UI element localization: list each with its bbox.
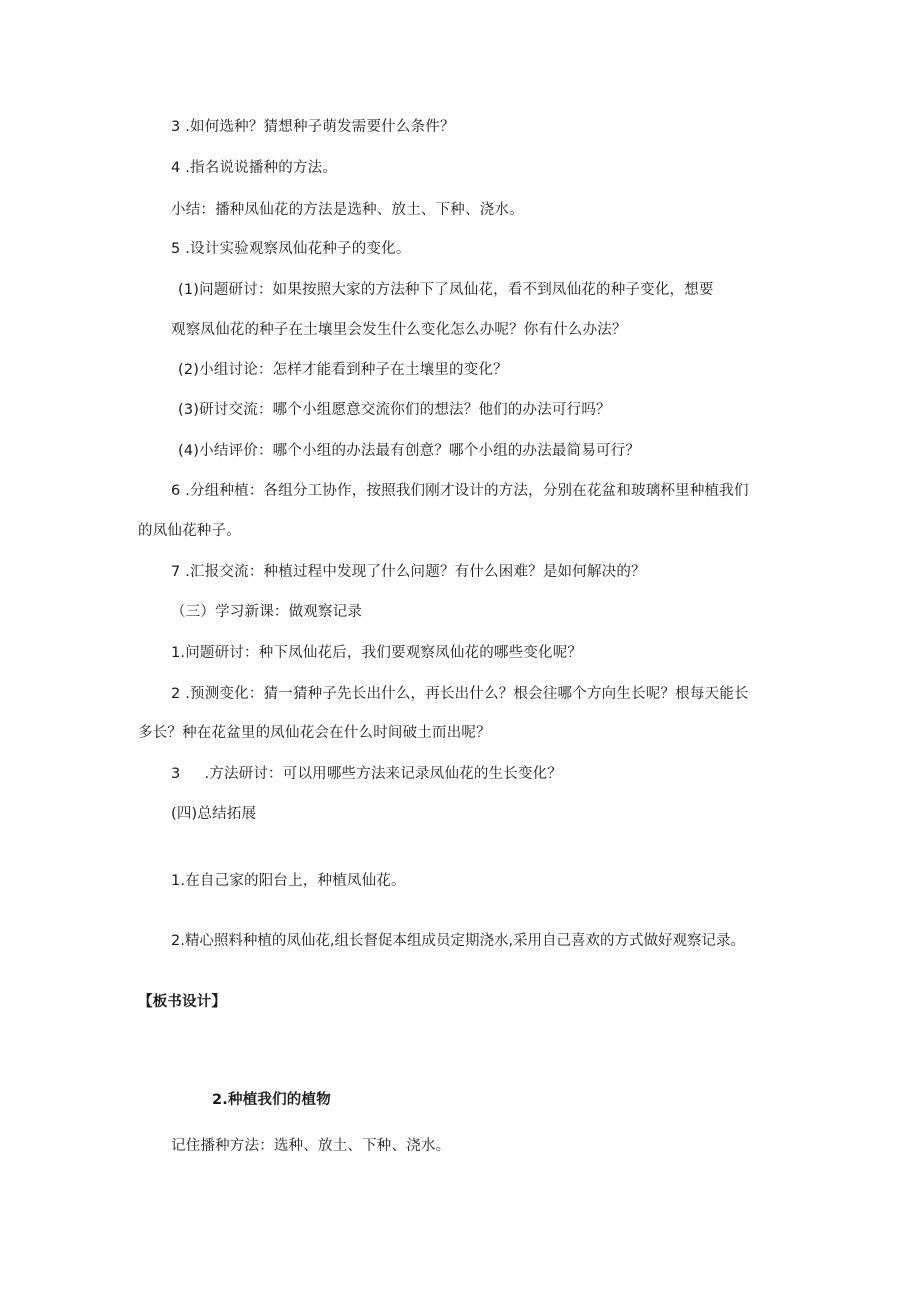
text-line: 小结：播种凤仙花的方法是选种、放土、下种、浇水。 bbox=[171, 202, 524, 218]
text-line: 7 .汇报交流：种植过程中发现了什么问题？有什么困难？是如何解决的？ bbox=[171, 564, 646, 580]
item-text: .方法研讨：可以用哪些方法来记录凤仙花的生长变化？ bbox=[204, 766, 563, 782]
board-design-heading: 【板书设计】 bbox=[138, 994, 227, 1010]
text-line: 2.精心照料种植的凤仙花,组长督促本组成员定期浇水,采用自己喜欢的方式做好观察记录。 bbox=[171, 933, 746, 949]
text-line: 多长？种在花盆里的凤仙花会在什么时间破土而出呢？ bbox=[138, 725, 491, 741]
text-line: 3 .如何选种？猜想种子萌发需要什么条件？ bbox=[171, 119, 455, 135]
text-line: 1.问题研讨：种下凤仙花后，我们要观察凤仙花的哪些变化呢？ bbox=[171, 645, 583, 661]
text-line: 观察凤仙花的种子在土壤里会发生什么变化怎么办呢？你有什么办法？ bbox=[171, 322, 627, 338]
text-line: 5 .设计实验观察凤仙花种子的变化。 bbox=[171, 241, 411, 257]
text-line bbox=[171, 764, 562, 784]
text-line: 1.在自己家的阳台上，种植凤仙花。 bbox=[171, 873, 406, 889]
text-line: 2 .预测变化：猜一猜种子先长出什么，再长出什么？根会往哪个方向生长呢？根每天能长 bbox=[171, 686, 749, 702]
text-line: 6 .分组种植：各组分工协作，按照我们刚才设计的方法，分别在花盆和玻璃杯里种植我们 bbox=[171, 483, 749, 499]
text-line: 的凤仙花种子。 bbox=[138, 523, 241, 539]
text-line: 记住播种方法：选种、放土、下种、浇水。 bbox=[171, 1138, 451, 1154]
board-title: 2.种植我们的植物 bbox=[212, 1092, 331, 1108]
item-number: 3 bbox=[171, 766, 181, 782]
text-line: 4 .指名说说播种的方法。 bbox=[171, 160, 338, 176]
text-line: (1)问题研讨：如果按照大家的方法种下了凤仙花，看不到凤仙花的种子变化，想要 bbox=[178, 282, 714, 298]
text-line: (4)小结评价：哪个小组的办法最有创意？哪个小组的办法最简易可行？ bbox=[178, 443, 641, 459]
text-line: (2)小组讨论：怎样才能看到种子在土壤里的变化？ bbox=[178, 362, 508, 378]
text-line: (3)研讨交流：哪个小组愿意交流你们的想法？他们的办法可行吗？ bbox=[178, 402, 611, 418]
section-heading: (四)总结拓展 bbox=[171, 806, 257, 822]
section-heading: （三）学习新课：做观察记录 bbox=[171, 604, 363, 620]
